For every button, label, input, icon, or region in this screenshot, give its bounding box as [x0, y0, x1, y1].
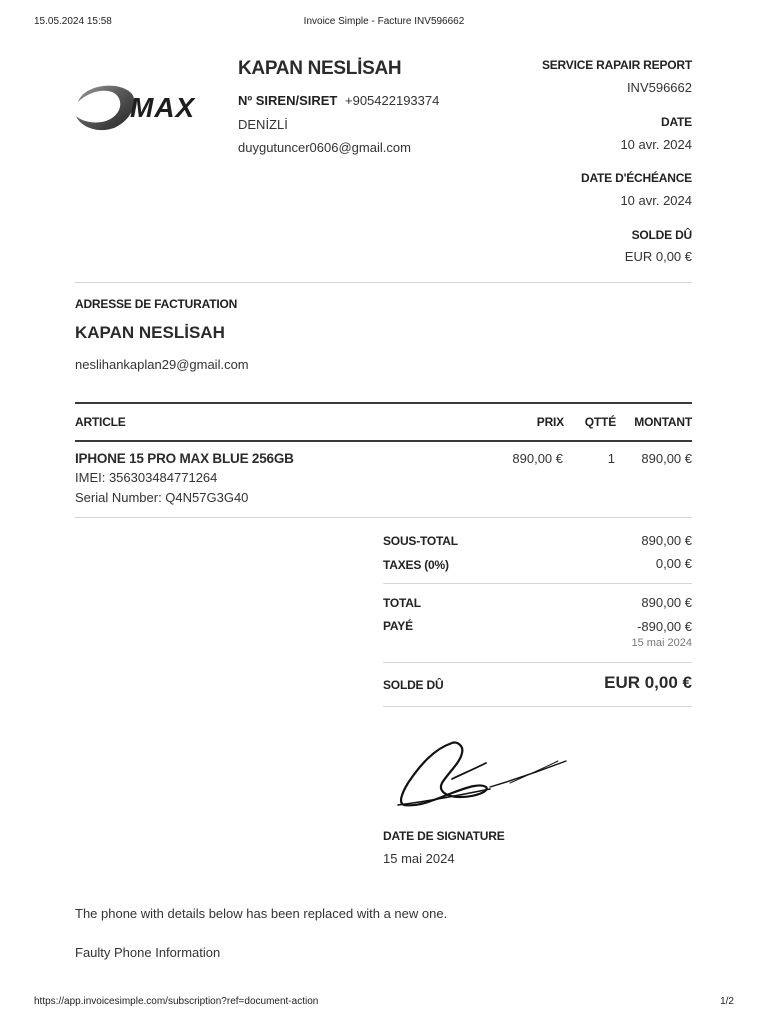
balance-due-label: SOLDE DÛ: [383, 678, 444, 692]
due-date: 10 avr. 2024: [620, 193, 692, 208]
tax-label: TAXES (0%): [383, 558, 449, 572]
table-bottom-rule: [75, 517, 692, 518]
total-label: TOTAL: [383, 596, 421, 610]
company-siren: [238, 93, 439, 108]
signature-date-label: DATE DE SIGNATURE: [383, 829, 505, 843]
print-url: https://app.invoicesimple.com/subscription?ref=document-action: [34, 996, 319, 1007]
report-label: SERVICE RAPAIR REPORT: [541, 58, 692, 72]
print-datetime: 15.05.2024 15:58: [34, 16, 112, 27]
subtotal-value: 890,00 €: [641, 533, 692, 548]
subtotal-label: SOUS-TOTAL: [383, 534, 458, 548]
company-phone: +905422193374: [345, 93, 440, 108]
company-city: DENİZLİ: [238, 117, 288, 132]
divider: [383, 583, 692, 584]
divider: [75, 282, 692, 283]
note-line-1: The phone with details below has been replaced with a new one.: [75, 906, 448, 921]
col-qty: QTTÉ: [584, 415, 616, 429]
company-name: KAPAN NESLİSAH: [238, 58, 402, 79]
paid-label: PAYÉ: [383, 619, 413, 633]
due-date-label: DATE D'ÉCHÉANCE: [581, 171, 692, 185]
logo-text: MAX: [130, 92, 196, 123]
date-label: DATE: [661, 115, 692, 129]
balance-value: EUR 0,00 €: [624, 249, 692, 264]
table-header-rule: [75, 440, 692, 442]
report-number: INV596662: [626, 80, 692, 95]
tax-value: 0,00 €: [655, 556, 692, 571]
item-imei: IMEI: 356303484771264: [75, 470, 218, 485]
invoice-date: 10 avr. 2024: [620, 137, 692, 152]
table-top-rule: [75, 402, 692, 404]
item-title: IPHONE 15 PRO MAX BLUE 256GB: [75, 451, 294, 466]
item-amount: 890,00 €: [641, 451, 692, 466]
item-qty: 1: [607, 451, 615, 466]
item-price: 890,00 €: [512, 451, 563, 466]
col-article: ARTICLE: [75, 415, 126, 429]
total-value: 890,00 €: [641, 595, 692, 610]
billing-email: neslihankaplan29@gmail.com: [75, 357, 249, 372]
divider: [383, 662, 692, 663]
paid-value: -890,00 €: [637, 619, 692, 634]
balance-due-value: EUR 0,00 €: [604, 673, 692, 692]
signature-date: 15 mai 2024: [383, 851, 455, 866]
note-line-2: Faulty Phone Information: [75, 945, 221, 960]
paid-date: 15 mai 2024: [631, 637, 692, 649]
item-serial: Serial Number: Q4N57G3G40: [75, 490, 249, 505]
col-price: PRIX: [536, 415, 564, 429]
company-email: duygutuncer0606@gmail.com: [238, 140, 411, 155]
company-logo: [74, 80, 216, 136]
signature-image: [390, 735, 575, 815]
divider: [383, 706, 692, 707]
siren-label: Nº SIREN/SIRET: [238, 93, 338, 108]
balance-label: SOLDE DÛ: [631, 228, 692, 242]
print-page-title: Invoice Simple - Facture INV596662: [303, 16, 465, 27]
print-page-number: 1/2: [720, 996, 734, 1007]
col-amount: MONTANT: [634, 415, 692, 429]
billing-name: KAPAN NESLİSAH: [75, 323, 225, 342]
billing-label: ADRESSE DE FACTURATION: [75, 297, 238, 311]
